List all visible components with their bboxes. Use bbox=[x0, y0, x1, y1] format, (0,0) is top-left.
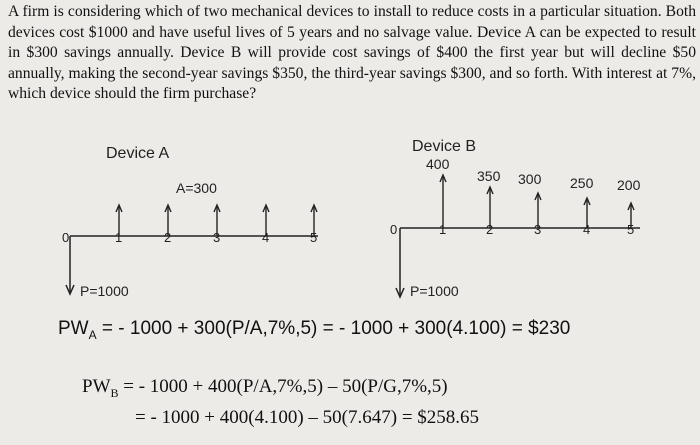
device-b-saving-5: 200 bbox=[617, 177, 641, 193]
device-b-saving-3: 300 bbox=[518, 171, 542, 187]
device-a-year-5: 5 bbox=[310, 230, 318, 245]
device-b-diagram bbox=[390, 138, 641, 299]
device-b-year-2: 2 bbox=[486, 222, 494, 237]
device-b-title: Device B bbox=[412, 138, 477, 155]
device-a-annuity-label: A=300 bbox=[176, 180, 217, 196]
device-a-year-2: 2 bbox=[164, 230, 172, 245]
device-b-year-4: 4 bbox=[583, 222, 591, 237]
device-a-year-4: 4 bbox=[262, 230, 270, 245]
device-b-year-1: 1 bbox=[439, 222, 447, 237]
device-b-year-3: 3 bbox=[534, 222, 542, 237]
cash-flow-diagrams bbox=[0, 130, 700, 315]
device-a-cost-label: P=1000 bbox=[80, 283, 129, 299]
pwa-equation: $PW_A$ = - 1000 + 300(P/A,7%,5) = - 1000 + 300(4.100) = $230 bbox=[58, 318, 571, 342]
device-b-saving-4: 250 bbox=[570, 175, 594, 191]
problem-statement: A firm is considering which of two mechanical devices to install to reduce costs in a particular situation. Both devices cost $1000 and have useful lives of 5 years and no salvage value. Device A can be expected to result in $300 savings annually. Device B will provide cost savings of $400 the first year but will decline $50 annually, making the second-year savings $350, the third-year savings $300, and so forth. With interest at 7%, which device should the firm purchase? bbox=[8, 3, 696, 102]
device-b-year-0: 0 bbox=[390, 222, 398, 237]
device-a-year-0: 0 bbox=[62, 230, 70, 245]
pwb-equation-line-2: = - 1000 + 400(4.100) – 50(7.647) = $258.65 bbox=[135, 407, 480, 428]
device-b-saving-2: 350 bbox=[477, 168, 501, 184]
device-b-year-5: 5 bbox=[627, 222, 635, 237]
pwb-equation: $PW_B$ = - 1000 + 400(P/A,7%,5) – 50(P/G,7%,5) bbox=[82, 376, 448, 400]
device-b-cost-label: P=1000 bbox=[410, 283, 459, 299]
device-a-diagram bbox=[62, 145, 318, 299]
device-b-saving-1: 400 bbox=[426, 156, 450, 172]
device-a-year-1: 1 bbox=[115, 230, 123, 245]
device-a-year-3: 3 bbox=[213, 230, 221, 245]
device-a-title: Device A bbox=[106, 145, 170, 162]
